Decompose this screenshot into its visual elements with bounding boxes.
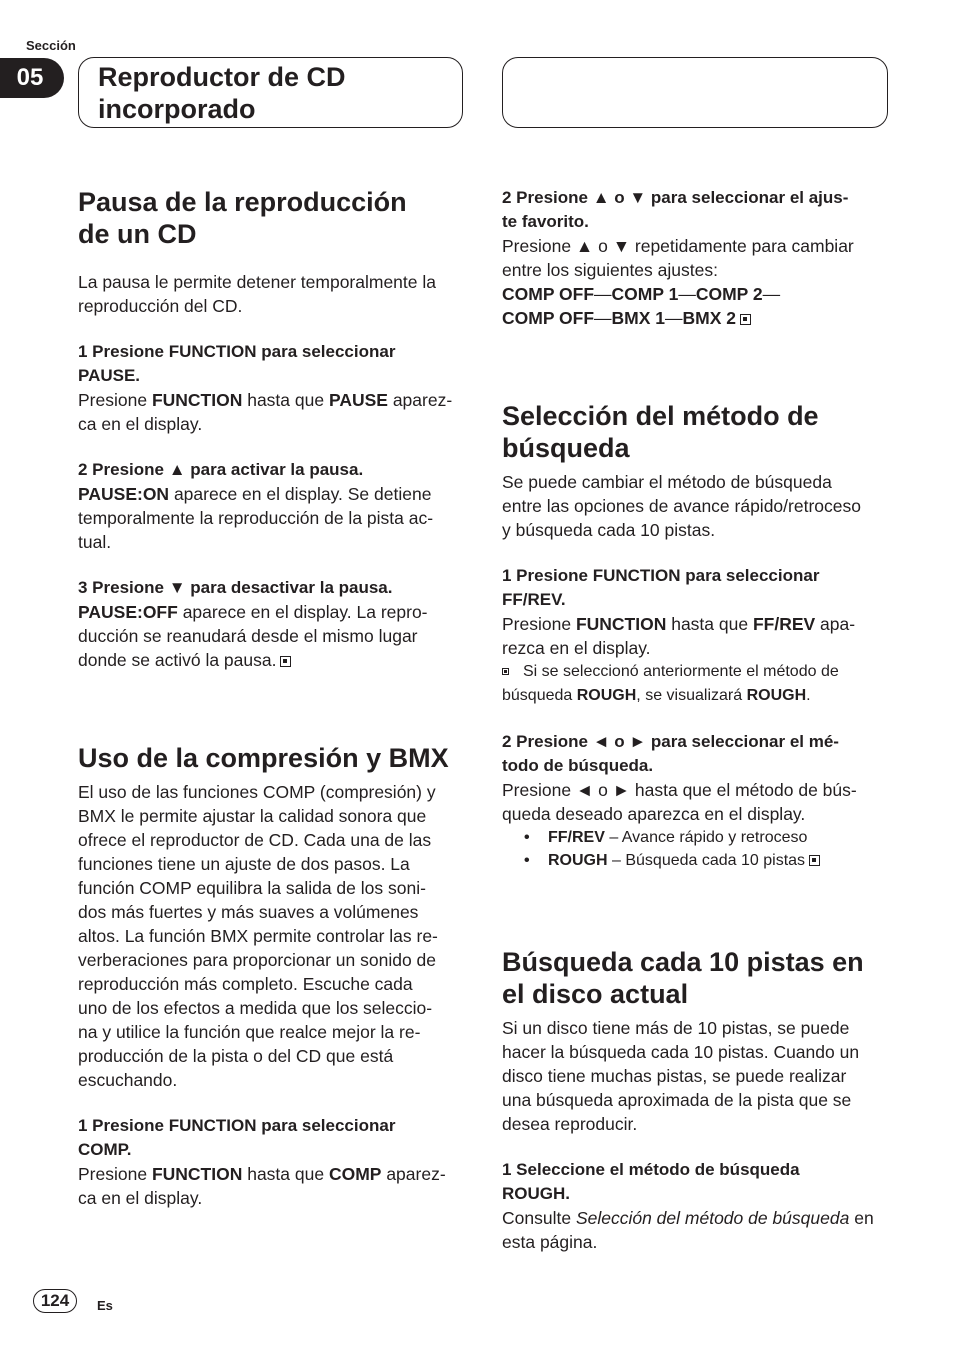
step-body: Consulte Selección del método de búsqueda en esta página. — [502, 1208, 874, 1252]
step-body: Presione ▲ o ▼ repetidamente para cambiar entre los siguientes ajustes: — [502, 236, 854, 280]
section-compresion — [78, 742, 466, 1210]
step-heading: 3 Presione ▼ para desactivar la pausa. — [78, 578, 393, 597]
step-heading: 2 Presione ◄ o ► para seleccionar el mé- todo de búsqueda. — [502, 732, 839, 775]
step-heading: 1 Presione FUNCTION para seleccionar PAUSE. — [78, 342, 396, 385]
step-heading: 1 Presione FUNCTION para seleccionar COMP. — [78, 1116, 396, 1159]
section-title-pausa — [78, 186, 466, 250]
title-line: el disco actual — [502, 979, 689, 1009]
intro-text: Si un disco tiene más de 10 pistas, se puede hacer la búsqueda cada 10 pistas. Cuando un disco tiene muchas pistas, se puede realizar una búsqueda aproximada de la pista que se desea reproducir. — [502, 1018, 860, 1134]
step-body: PAUSE:OFF aparece en el display. La repro- ducción se reanudará desde el mismo lugar donde se activó la pausa. — [78, 602, 428, 670]
end-of-section-icon — [740, 314, 751, 325]
right-column — [502, 186, 890, 1254]
step-body: Presione FUNCTION hasta que FF/REV apa- rezca en el display. — [502, 614, 856, 658]
list-item: • FF/REV – Avance rápido y retroceso — [502, 826, 890, 849]
step-heading: 2 Presione ▲ para activar la pausa. — [78, 460, 364, 479]
section-compresion-cont — [502, 186, 890, 330]
left-column — [78, 186, 466, 1210]
intro-text: La pausa le permite detener temporalmente la reproducción del CD. — [78, 272, 436, 316]
title-line: Pausa de la reproducción — [78, 187, 407, 217]
note-icon — [502, 668, 509, 675]
chapter-title — [98, 61, 458, 125]
intro-text: Se puede cambiar el método de búsqueda entre las opciones de avance rápido/retroceso y búsqueda cada 10 pistas. — [502, 472, 861, 540]
end-of-section-icon — [809, 855, 820, 866]
note-text: Si se seleccionó anteriormente el método de búsqueda ROUGH, se visualizará ROUGH. — [502, 663, 839, 704]
language-code: Es — [97, 1298, 113, 1313]
section-pausa — [78, 186, 466, 672]
settings-sequence: COMP OFF—COMP 1—COMP 2— COMP OFF—BMX 1—BMX 2 — [502, 284, 781, 328]
step-body: Presione FUNCTION hasta que COMP aparez- ca en el display. — [78, 1164, 446, 1208]
list-item: • ROUGH – Búsqueda cada 10 pistas — [502, 849, 890, 872]
chapter-title-line2: incorporado — [98, 94, 256, 124]
end-of-section-icon — [280, 656, 291, 667]
title-line: de un CD — [78, 219, 197, 249]
seccion-label: Sección — [26, 38, 76, 53]
page-number: 124 — [33, 1289, 77, 1313]
title-line: Búsqueda cada 10 pistas en — [502, 947, 864, 977]
chapter-title-line1: Reproductor de CD — [98, 62, 346, 92]
section-title-compresion: Uso de la compresión y BMX — [78, 743, 449, 773]
section-busqueda-10 — [502, 946, 890, 1254]
section-title-metodo — [502, 400, 890, 464]
step-body: PAUSE:ON aparece en el display. Se detiene temporalmente la reproducción de la pista ac- tual. — [78, 484, 434, 552]
title-line: Selección del método de — [502, 401, 819, 431]
title-line: búsqueda — [502, 433, 630, 463]
empty-header-box — [502, 57, 888, 128]
body-text: El uso de las funciones COMP (compresión) y BMX le permite ajustar la calidad sonora que ofrece el reproductor de CD. Cada una de las funciones tiene un ajuste de dos pasos. La función COMP equilibra la salida de los soni- dos más fuertes y más suaves a volúmenes altos. La función BMX permite controlar las re- verberaciones para proporcionar un sonido de reproducción más completo. Escuche cada uno de los efectos a medida que los seleccio- na y utilice la función que realce mejor la re- producción de la pista o del CD que está escuchando. — [78, 782, 438, 1090]
step-body: Presione FUNCTION hasta que PAUSE aparez- ca en el display. — [78, 390, 453, 434]
step-heading: 1 Seleccione el método de búsqueda ROUGH. — [502, 1160, 800, 1203]
section-title-busqueda — [502, 946, 890, 1010]
options-list — [502, 826, 890, 872]
step-heading: 1 Presione FUNCTION para seleccionar FF/REV. — [502, 566, 820, 609]
section-number-badge: 05 — [0, 58, 64, 98]
step-heading: 2 Presione ▲ o ▼ para seleccionar el ajus- te favorito. — [502, 188, 849, 231]
step-body: Presione ◄ o ► hasta que el método de bús- queda deseado aparezca en el display. — [502, 780, 857, 824]
section-metodo-busqueda — [502, 400, 890, 872]
